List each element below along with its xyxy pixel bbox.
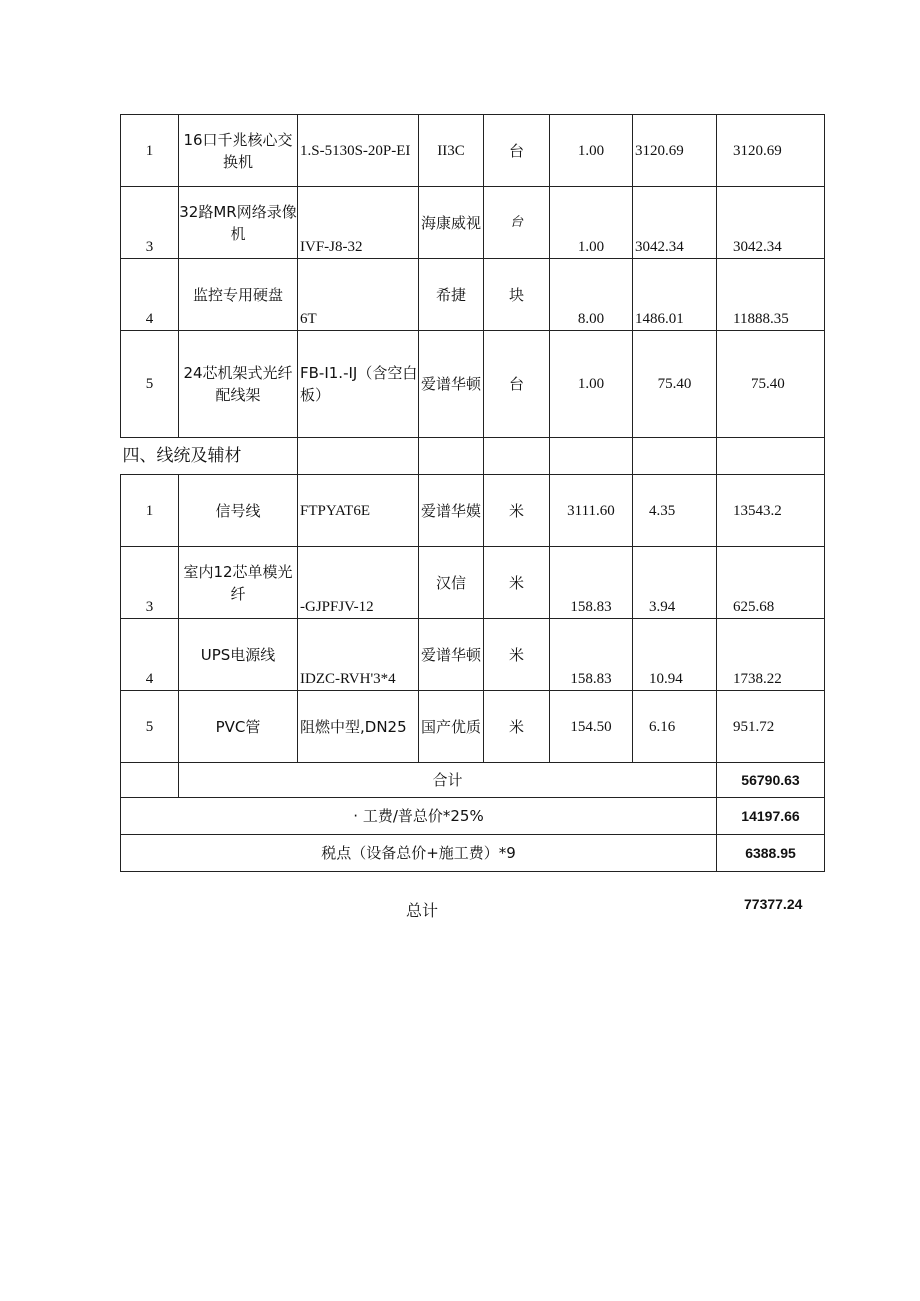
item-model: IVF-J8-32 bbox=[298, 187, 419, 259]
table-row bbox=[121, 115, 825, 187]
table-row bbox=[121, 619, 825, 691]
item-unit: 米 bbox=[484, 619, 550, 691]
empty-cell bbox=[633, 438, 717, 475]
item-qty: 154.50 bbox=[550, 691, 633, 763]
item-name: UPS电源线 bbox=[179, 619, 298, 691]
item-model: 阻燃中型,DN25 bbox=[298, 691, 419, 763]
item-unit: 米 bbox=[484, 691, 550, 763]
item-total: 951.72 bbox=[717, 691, 825, 763]
grand-total-label: 总计 bbox=[406, 901, 439, 920]
quotation-table bbox=[120, 114, 825, 872]
item-brand: II3C bbox=[419, 115, 484, 187]
item-model: IDZC-RVH'3*4 bbox=[298, 619, 419, 691]
table-row bbox=[121, 475, 825, 547]
item-model: -GJPFJV-12 bbox=[298, 547, 419, 619]
item-price: 10.94 bbox=[633, 619, 717, 691]
table-row bbox=[121, 187, 825, 259]
item-total: 3042.34 bbox=[717, 187, 825, 259]
empty-cell bbox=[121, 763, 179, 798]
table-row bbox=[121, 331, 825, 438]
tax-value: 6388.95 bbox=[717, 835, 825, 872]
item-brand: 爱谱华顿 bbox=[419, 619, 484, 691]
item-unit: 米 bbox=[484, 547, 550, 619]
item-qty: 1.00 bbox=[550, 187, 633, 259]
labor-row bbox=[121, 798, 825, 835]
item-model: FTPYAT6E bbox=[298, 475, 419, 547]
row-no: 3 bbox=[121, 187, 179, 259]
labor-value: 14197.66 bbox=[717, 798, 825, 835]
item-model: 1.S-5130S-20P-EI bbox=[298, 115, 419, 187]
subtotal-value: 56790.63 bbox=[717, 763, 825, 798]
item-name: 32路MR网络录像机 bbox=[179, 187, 298, 259]
item-model: 6T bbox=[298, 259, 419, 331]
empty-cell bbox=[717, 438, 825, 475]
item-brand: 希捷 bbox=[419, 259, 484, 331]
item-qty: 158.83 bbox=[550, 547, 633, 619]
item-unit: 台 bbox=[484, 115, 550, 187]
item-model: FB-I1.-IJ（含空白板） bbox=[298, 331, 419, 438]
grand-total-row bbox=[120, 896, 825, 922]
item-price: 1486.01 bbox=[633, 259, 717, 331]
row-no: 4 bbox=[121, 259, 179, 331]
item-price: 4.35 bbox=[633, 475, 717, 547]
empty-cell bbox=[298, 438, 419, 475]
empty-cell bbox=[419, 438, 484, 475]
item-name: 信号线 bbox=[179, 475, 298, 547]
subtotal-label: 合计 bbox=[179, 763, 717, 798]
item-name: 16口千兆核心交换机 bbox=[179, 115, 298, 187]
row-no: 3 bbox=[121, 547, 179, 619]
table-row bbox=[121, 691, 825, 763]
item-name: 监控专用硬盘 bbox=[179, 259, 298, 331]
row-no: 1 bbox=[121, 475, 179, 547]
item-price: 75.40 bbox=[633, 331, 717, 438]
quotation-table-container bbox=[120, 114, 825, 872]
item-unit: 台 bbox=[484, 331, 550, 438]
tax-row bbox=[121, 835, 825, 872]
empty-cell bbox=[484, 438, 550, 475]
item-qty: 1.00 bbox=[550, 331, 633, 438]
item-unit: 台 bbox=[484, 187, 550, 259]
item-brand: 海康威视 bbox=[419, 187, 484, 259]
row-no: 4 bbox=[121, 619, 179, 691]
item-total: 75.40 bbox=[717, 331, 825, 438]
row-no: 1 bbox=[121, 115, 179, 187]
labor-label: · 工费/普总价*25% bbox=[121, 798, 717, 835]
item-total: 625.68 bbox=[717, 547, 825, 619]
item-price: 6.16 bbox=[633, 691, 717, 763]
item-name: PVC管 bbox=[179, 691, 298, 763]
item-qty: 3111.60 bbox=[550, 475, 633, 547]
table-row bbox=[121, 547, 825, 619]
item-unit: 块 bbox=[484, 259, 550, 331]
item-qty: 8.00 bbox=[550, 259, 633, 331]
item-total: 3120.69 bbox=[717, 115, 825, 187]
item-total: 1738.22 bbox=[717, 619, 825, 691]
section-row bbox=[121, 438, 825, 475]
item-price: 3.94 bbox=[633, 547, 717, 619]
item-name: 24芯机架式光纤配线架 bbox=[179, 331, 298, 438]
item-unit: 米 bbox=[484, 475, 550, 547]
tax-label: 税点（设备总价+施工费）*9 bbox=[121, 835, 717, 872]
item-price: 3042.34 bbox=[633, 187, 717, 259]
item-brand: 国产优质 bbox=[419, 691, 484, 763]
item-name: 室内12芯单模光纤 bbox=[179, 547, 298, 619]
grand-total-value: 77377.24 bbox=[744, 896, 803, 912]
item-brand: 爱谱华顿 bbox=[419, 331, 484, 438]
subtotal-row bbox=[121, 763, 825, 798]
table-row bbox=[121, 259, 825, 331]
empty-cell bbox=[550, 438, 633, 475]
row-no: 5 bbox=[121, 691, 179, 763]
item-brand: 汉信 bbox=[419, 547, 484, 619]
row-no: 5 bbox=[121, 331, 179, 438]
item-brand: 爱谱华嫫 bbox=[419, 475, 484, 547]
item-qty: 158.83 bbox=[550, 619, 633, 691]
item-total: 13543.2 bbox=[717, 475, 825, 547]
item-total: 11888.35 bbox=[717, 259, 825, 331]
section-title: 四、线统及辅材 bbox=[121, 438, 298, 475]
item-qty: 1.00 bbox=[550, 115, 633, 187]
item-price: 3120.69 bbox=[633, 115, 717, 187]
